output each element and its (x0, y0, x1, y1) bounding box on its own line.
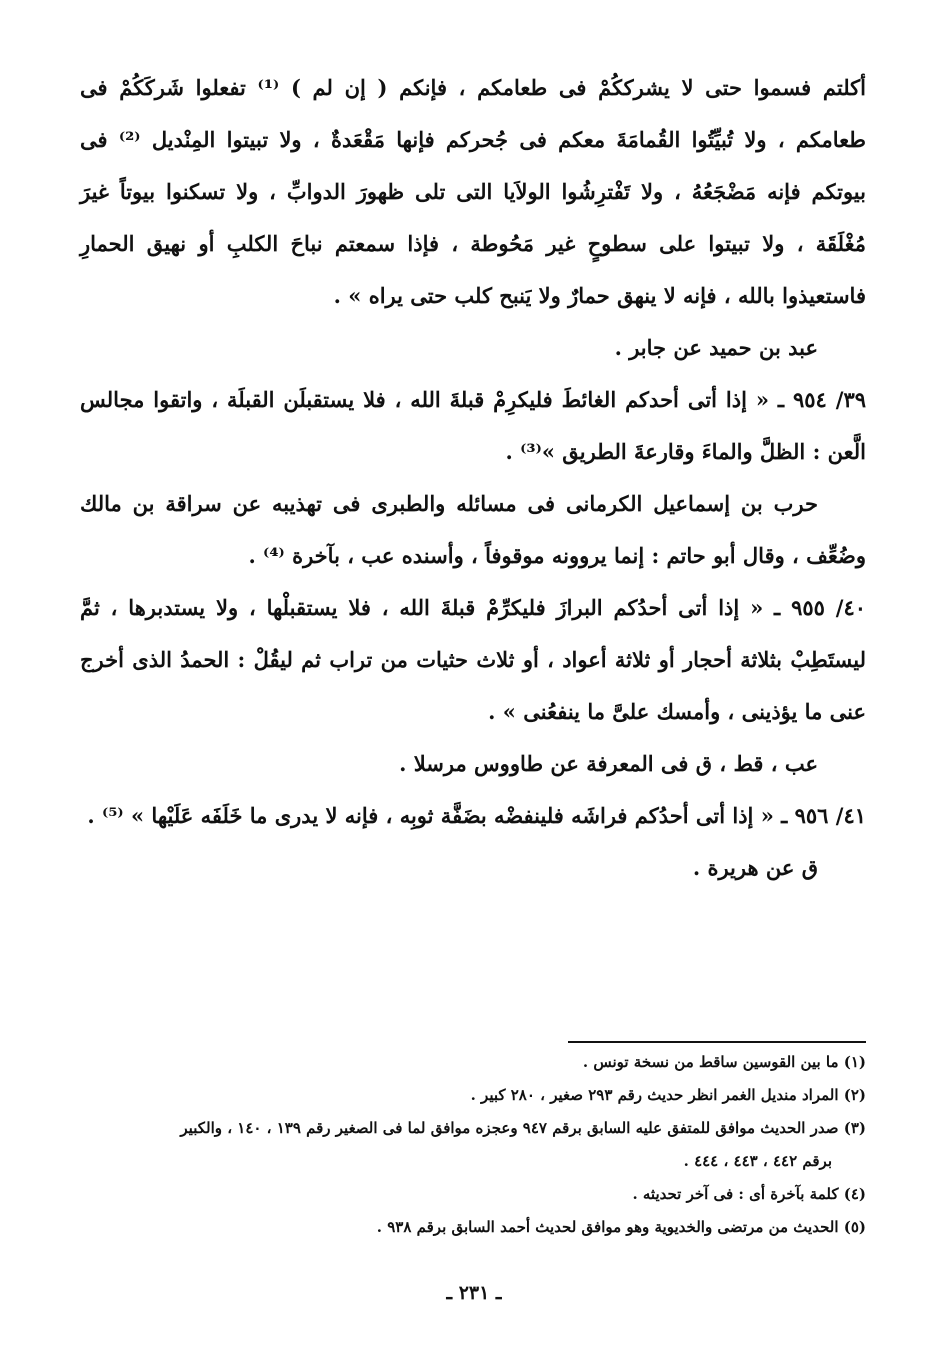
footnote-1: (١) ما بين القوسين ساقط من نسخة تونس . (582, 1053, 866, 1071)
paragraph-hadith-955: ٤٠/ ٩٥٥ ـ « إذا أتى أحدُكم البرازَ فليكرِّمْ قبلةَ الله ، فلا يستقبلْها ، ولا يستدبرها ، ثمَّ ليستَطِبْ بثلاثة أحجار أو ثلاثة أعواد ، أو ثلاث حثيات من تراب ثم ليقُلْ : الحمدُ الذى أخرج عنى ما يؤذينى ، وأمسك علىَّ ما ينفعُنى » . (80, 595, 866, 724)
footnote-5: (٥) الحديث من مرتضى والخديوية وهو موافق لحديث أحمد السابق برقم ٩٣٨ . (376, 1218, 866, 1236)
paragraph-hadith-954: ٣٩/ ٩٥٤ ـ « إذا أتى أحدكم الغائطَ فليكرِمْ قبلةَ الله ، فلا يستقبلَن القبلَة ، واتقوا مجالس الَّعن : الظلَّ والماءَ وقارعةَ الطريق »⁽³⁾ . (80, 387, 866, 464)
paragraph-hadith-956: ٤١/ ٩٥٦ ـ « إذا أتى أحدُكم فراشَه فلينفضْه بضَفَّة ثوبِه ، فإنه لا يدرى ما خَلَفَه عَلَيْها » ⁽⁵⁾ . (87, 803, 866, 828)
footnote-divider (568, 1041, 866, 1043)
footnotes (80, 1046, 866, 1244)
footnote-4: (٤) كلمة بآخرة أى : فى آخر تحديثه . (632, 1185, 866, 1203)
paragraph-source-tawus: عب ، قط ، ق فى المعرفة عن طاووس مرسلا . (399, 751, 818, 776)
footnote-3-continuation: برقم ٤٤٢ ، ٤٤٣ ، ٤٤٤ . (683, 1152, 832, 1170)
main-text (80, 62, 866, 894)
footnote-2: (٢) المراد منديل الغمر انظر حديث رقم ٢٩٣ صغير ، ٢٨٠ كبير . (470, 1086, 866, 1104)
footnote-3: (٣) صدر الحديث موافق للمتفق عليه السابق برقم ٩٤٧ وعجزه موافق لما فى الصغير رقم ١٣٩ ، ١٤٠ ، والكبير (180, 1119, 866, 1137)
paragraph-hadith-continuation: أكلتم فسموا حتى لا يشرككُمْ فى طعامكم ، فإنكم ( إن لم ) ⁽¹⁾ تفعلوا شَركَكُمْ فى طعامكم ، ولا تُبيِّتُوا القُمامَةَ معكم فى جُحركم فإنها مَقْعَدةٌ ، ولا تبيتوا المِنْديل ⁽²⁾ فى بيوتكم فإنه مَضْجَعُهُ ، ولا تَفْترِشُوا الولاَيا التى تلى ظهورَ الدوابِّ ، ولا تسكنوا بيوتاً غيرَ مُغْلَقَة ، ولا تبيتوا على سطوحٍ غير مَحُوطة ، فإذا سمعتم نباحَ الكلبِ أو نهيق الحمارِ فاستعيذوا بالله ، فإنه لا ينهق حمارٌ ولا يَنبح كلب حتى يراه » . (80, 75, 866, 308)
paragraph-source-suraqa: حرب بن إسماعيل الكرمانى فى مسائله والطبرى فى تهذيبه عن سراقة بن مالك وضُعِّف ، وقال أبو حاتم : إنما يروونه موقوفاً ، وأسنده عب ، بآخرة ⁽⁴⁾ . (80, 491, 866, 568)
paragraph-source-hurayra: ق عن هريرة . (692, 855, 818, 880)
paragraph-source-jabir: عبد بن حميد عن جابر . (614, 335, 818, 360)
page-number: ـ ٢٣١ ـ (446, 1282, 502, 1304)
